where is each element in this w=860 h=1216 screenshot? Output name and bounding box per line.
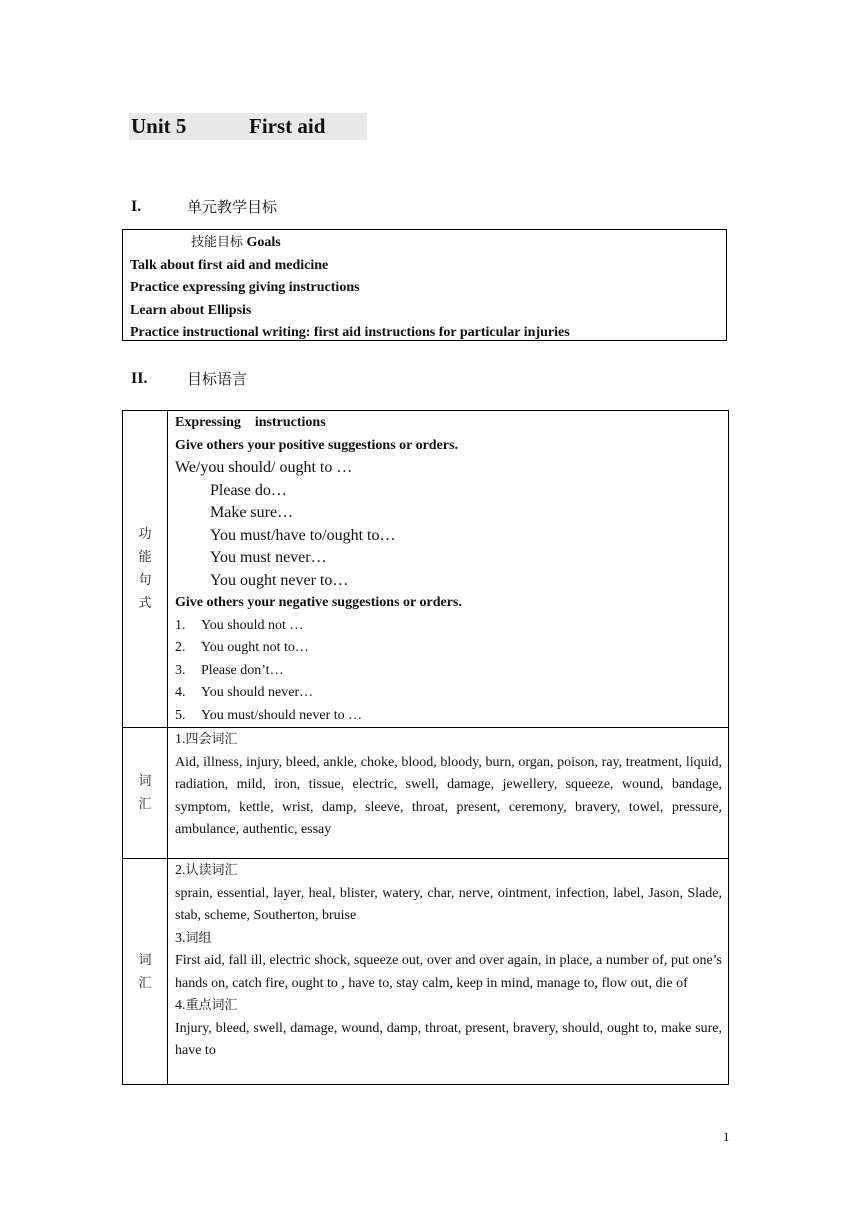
functions-heading: Expressing instructions [175,415,326,430]
side-char: 汇 [138,797,152,812]
goals-box [122,229,727,341]
vocab-words: sprain, essential, layer, heal, blister, watery, char, nerve, ointment, infection, label, Jason, Slade, stab, scheme, Southerton, bruise [175,885,736,923]
side-char: 功 [138,527,152,542]
goals-header [130,232,726,255]
vocab-heading [175,860,722,883]
vocab-content-1 [168,728,729,859]
vocab-heading [175,928,722,951]
goal-item: Practice instructional writing: first aid instructions for particular injuries [130,325,570,340]
section-number: I. [131,198,142,215]
negative-item [175,637,722,660]
positive-item: You must/have to/ought to… [210,526,396,544]
section-number: II. [131,370,148,387]
side-char: 词 [138,952,152,968]
vocab-heading [175,729,722,752]
phrase-list: First aid, fall ill, electric shock, squeeze out, over and over again, in place, a number of, put one’s hands on, catch fire, ought to , have to, stay calm, keep in mind, manage to, flow out, die of [175,953,722,991]
item-text: You must/should never to … [201,707,363,723]
item-number: 5. [175,707,186,723]
positive-first: We/you should/ ought to … [175,459,353,476]
section-title: 目标语言 [187,370,248,388]
goal-item: Learn about Ellipsis [130,302,252,318]
positive-item: You ought never to… [210,571,349,589]
heading-number: 2. [175,863,186,878]
goals-header-en: Goals [246,235,281,250]
positive-item: Please do… [210,481,287,499]
unit-number: Unit 5 [131,114,187,138]
item-text: You should not … [201,617,304,633]
unit-name: First aid [249,114,326,138]
vocab-side-label [123,859,168,1085]
heading-number: 3. [175,930,186,946]
side-char: 汇 [138,975,152,991]
unit-title-box [129,113,367,140]
section-title: 单元教学目标 [187,198,278,216]
goals-header-cjk: 技能目标 [191,235,244,250]
item-number: 4. [175,685,186,700]
heading-number: 1. [175,732,186,747]
goal-item: Talk about first aid and medicine [130,257,329,273]
heading-text: 四会词汇 [185,732,238,747]
key-words: Injury, bleed, swell, damage, wound, damp, throat, present, bravery, should, ought to, make sure, have to [175,1020,722,1058]
item-text: You ought not to… [201,640,309,655]
vocab-content-2 [168,859,736,1085]
negative-item [175,682,722,705]
vocab-row-1 [123,728,729,859]
functions-row [123,411,729,728]
vocab-words: Aid, illness, injury, bleed, ankle, choke, blood, bloody, burn, organ, poison, ray, treatment, liquid, radiation, mild, iron, tissue, electric, swell, damage, jewellery, squeeze, wound, bandage, symptom, kettle, wrist, damp, sleeve, throat, present, ceremony, bravery, towel, pressure, ambulance, authentic, essay [175,754,722,837]
negative-item [175,615,722,638]
page-number: 1 [723,1129,730,1144]
heading-text: 词组 [185,930,212,946]
negative-heading: Give others your negative suggestions or orders. [175,595,462,610]
item-text: Please don’t… [201,662,284,678]
heading-number: 4. [175,998,186,1013]
negative-item [175,660,722,683]
positive-heading: Give others your positive suggestions or orders. [175,437,458,453]
functions-side-label [123,411,168,728]
positive-item: You must never… [210,549,327,566]
side-char: 能 [138,550,152,565]
side-char: 式 [138,596,152,611]
section-heading-target-language [131,368,431,390]
vocab-heading [175,995,722,1018]
positive-item: Make sure… [210,504,294,521]
vocab-side-label [123,728,168,859]
item-number: 3. [175,662,186,678]
side-char: 句 [138,573,152,588]
target-language-table [122,410,736,1085]
vocab-row-2 [123,859,729,1085]
functions-content [168,411,729,728]
goal-item: Practice expressing giving instructions [130,280,360,295]
heading-text: 认读词汇 [185,863,238,878]
heading-text: 重点词汇 [185,998,238,1013]
item-number: 1. [175,617,186,633]
item-text: You should never… [201,685,314,700]
negative-item [175,705,722,728]
item-number: 2. [175,640,186,655]
side-char: 词 [138,774,152,789]
section-heading-objectives [131,196,431,218]
